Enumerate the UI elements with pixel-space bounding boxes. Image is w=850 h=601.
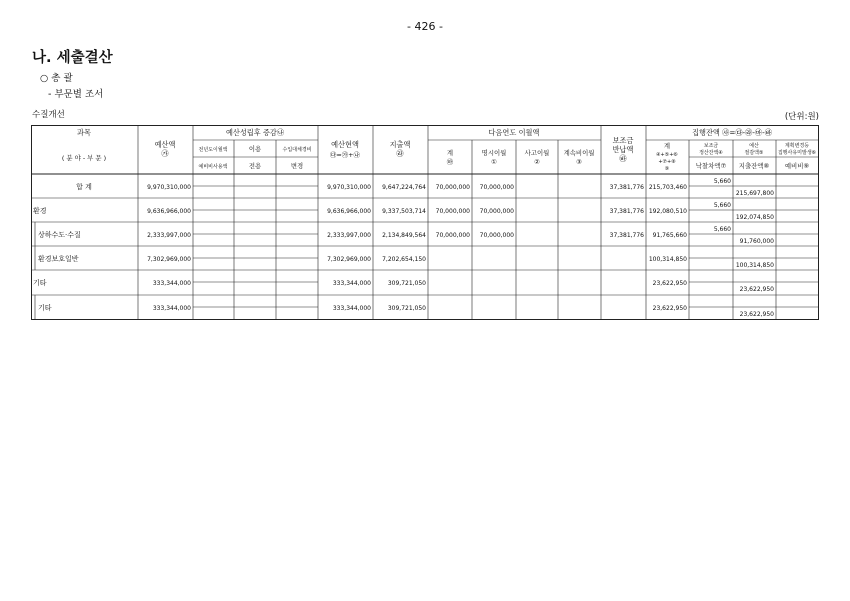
cell-carry-explicit: 70,000,000 bbox=[479, 232, 514, 239]
header-carry-explicit-mark: ① bbox=[491, 158, 497, 166]
header-carry-continued: 계속비이월 bbox=[563, 149, 595, 157]
header-budget-mark: ㉮ bbox=[161, 149, 169, 158]
cell-carry-total: 70,000,000 bbox=[435, 232, 470, 239]
header-subsidy-mark: ㉳ bbox=[619, 154, 627, 163]
cell-bal-unspent: 23,622,950 bbox=[739, 286, 774, 293]
row-label: 상하수도·수질 bbox=[38, 231, 81, 239]
header-bal-bid: 낙찰차액⑦ bbox=[695, 162, 727, 170]
header-carry-total-mark: ㉲ bbox=[446, 158, 454, 166]
cell-expend: 2,134,849,564 bbox=[382, 232, 426, 239]
cell-current: 9,970,310,000 bbox=[327, 184, 371, 191]
table-row bbox=[33, 278, 774, 293]
header-adj-substitute: 수입대체경비 bbox=[282, 147, 312, 153]
cell-carry-explicit: 70,000,000 bbox=[479, 208, 514, 215]
header-bal-reserve: 예비비⑨ bbox=[784, 162, 810, 170]
cell-subsidy: 37,381,776 bbox=[609, 232, 644, 239]
row-label: 환경보호일반 bbox=[38, 255, 79, 263]
header-carry-explicit: 명시이월 bbox=[481, 149, 507, 157]
expenditure-table bbox=[31, 125, 819, 320]
cell-carry-explicit: 70,000,000 bbox=[479, 184, 514, 191]
cell-carry-total: 70,000,000 bbox=[435, 208, 470, 215]
row-label: 기타 bbox=[33, 279, 47, 287]
header-carry-continued-mark: ③ bbox=[576, 158, 582, 166]
section-title: 나. 세출결산 bbox=[32, 50, 113, 66]
header-bal-budget-2: 절감액⑤ bbox=[744, 150, 764, 156]
cell-bal-total: 91,765,660 bbox=[652, 232, 687, 239]
cell-current: 2,333,997,000 bbox=[327, 232, 371, 239]
cell-budget: 9,970,310,000 bbox=[147, 184, 191, 191]
header-subsidy-2: 반납액 bbox=[612, 145, 634, 154]
header-bal-total-f3: ⑨ bbox=[664, 166, 670, 172]
cell-current: 333,344,000 bbox=[332, 305, 371, 312]
cell-bal-total: 100,314,850 bbox=[648, 256, 687, 263]
subtitle-detail: - 부문별 조서 bbox=[48, 89, 104, 100]
table-row bbox=[38, 303, 774, 318]
cell-carry-total: 70,000,000 bbox=[435, 184, 470, 191]
cell-expend: 309,721,050 bbox=[387, 280, 426, 287]
cell-bal-unspent: 91,760,000 bbox=[739, 238, 774, 245]
cell-budget: 333,344,000 bbox=[152, 305, 191, 312]
header-carry-accident-mark: ② bbox=[534, 158, 540, 166]
header-bal-settle-2: 정산잔액④ bbox=[699, 150, 723, 156]
table-row bbox=[38, 254, 774, 269]
header-subject-sub: ( 분 야 - 부 문 ) bbox=[61, 154, 107, 162]
header-adjustment: 예산성립후 증감㉯ bbox=[225, 128, 285, 137]
header-adj-jeonyong: 전용 bbox=[248, 162, 262, 170]
subtitle-summary: ○ 총 괄 bbox=[40, 73, 73, 84]
cell-bal-unspent: 100,314,850 bbox=[735, 262, 774, 269]
unit-label: (단위:원) bbox=[784, 112, 819, 122]
cell-budget: 2,333,997,000 bbox=[147, 232, 191, 239]
header-subject: 과목 bbox=[77, 128, 91, 137]
header-bal-total-f1: ④+⑤+⑥ bbox=[656, 152, 678, 158]
header-subsidy: 보조금 bbox=[612, 136, 634, 145]
header-adj-reserve: 예비비사용액 bbox=[198, 164, 228, 170]
cell-expend: 9,647,224,764 bbox=[382, 184, 426, 191]
cell-current: 7,302,969,000 bbox=[327, 256, 371, 263]
cell-subsidy: 37,381,776 bbox=[609, 184, 644, 191]
cell-expend: 9,337,503,714 bbox=[382, 208, 426, 215]
table-header bbox=[62, 128, 817, 172]
cell-budget: 7,302,969,000 bbox=[147, 256, 191, 263]
cell-budget: 9,636,966,000 bbox=[147, 208, 191, 215]
table-row bbox=[76, 178, 774, 197]
cell-subsidy: 37,381,776 bbox=[609, 208, 644, 215]
header-carry-accident: 사고이월 bbox=[524, 149, 550, 157]
header-current: 예산현액 bbox=[331, 140, 359, 149]
header-expend: 지출액 bbox=[389, 140, 411, 149]
header-bal-unspent: 지출잔액⑧ bbox=[738, 162, 770, 170]
cell-bal-settle: 5,660 bbox=[713, 226, 731, 233]
cell-bal-unspent: 215,697,800 bbox=[735, 190, 774, 197]
table-row bbox=[33, 202, 774, 221]
cell-expend: 309,721,050 bbox=[387, 305, 426, 312]
header-bal-settle: 보조금 bbox=[703, 143, 719, 149]
cell-bal-total: 192,080,510 bbox=[648, 208, 687, 215]
header-adj-transfer: 이용 bbox=[248, 145, 262, 153]
cell-current: 333,344,000 bbox=[332, 280, 371, 287]
header-current-formula: ㉰=㉮+㉯ bbox=[330, 151, 360, 159]
row-label: 기타 bbox=[38, 304, 52, 312]
header-bal-budget: 예산 bbox=[749, 143, 759, 149]
row-label: 환경 bbox=[33, 207, 47, 215]
header-bal-total: 계 bbox=[663, 142, 671, 150]
header-carry-total: 계 bbox=[446, 149, 454, 157]
header-adj-prev: 전년도이월액 bbox=[198, 147, 228, 153]
header-budget: 예산액 bbox=[154, 140, 176, 149]
cell-budget: 333,344,000 bbox=[152, 280, 191, 287]
cell-bal-settle: 5,660 bbox=[713, 178, 731, 185]
header-carryover: 다음연도 이월액 bbox=[488, 128, 540, 137]
header-adj-change: 변경 bbox=[290, 162, 304, 170]
page-number: - 426 - bbox=[407, 20, 443, 33]
cell-bal-settle: 5,660 bbox=[713, 202, 731, 209]
header-bal-plan-2: 집행사유미발생⑥ bbox=[777, 150, 817, 156]
cell-bal-unspent: 192,074,850 bbox=[735, 214, 774, 221]
cell-current: 9,636,966,000 bbox=[327, 208, 371, 215]
header-expend-mark: ㉱ bbox=[396, 149, 404, 158]
cell-expend: 7,202,654,150 bbox=[382, 256, 426, 263]
cell-bal-unspent: 23,622,950 bbox=[739, 311, 774, 318]
table-row bbox=[38, 226, 774, 245]
header-bal-plan: 계획변경등 bbox=[784, 143, 810, 149]
cell-bal-total: 23,622,950 bbox=[652, 305, 687, 312]
header-balance: 집행잔액 ㉴=㉰-㉱-㉲-㉳ bbox=[692, 128, 772, 137]
table-name: 수질개선 bbox=[32, 110, 65, 120]
cell-bal-total: 215,703,460 bbox=[648, 184, 687, 191]
row-label: 합 계 bbox=[76, 183, 92, 191]
header-bal-total-f2: +⑦+⑧ bbox=[658, 159, 676, 165]
cell-bal-total: 23,622,950 bbox=[652, 280, 687, 287]
